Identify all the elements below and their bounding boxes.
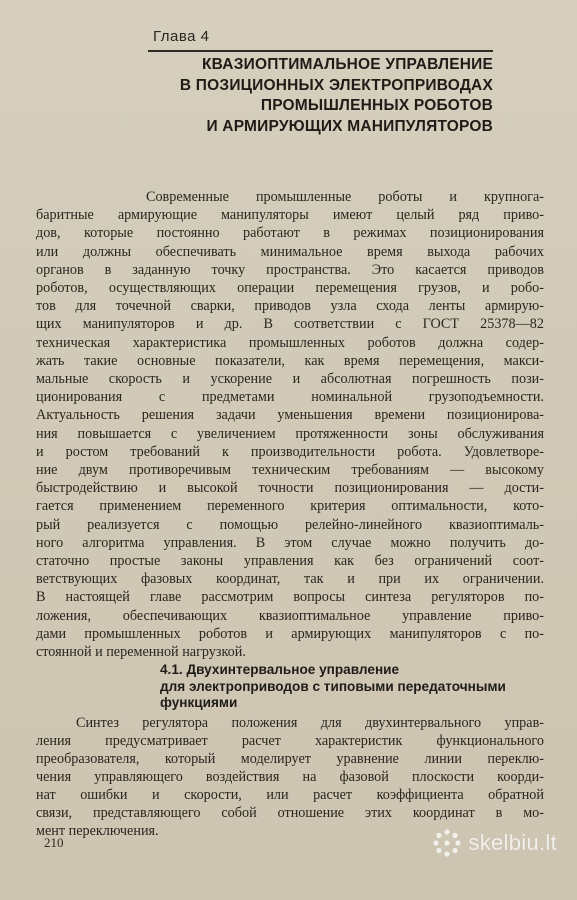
text-line: дами промышленных роботов и армирующих манипуляторов с по- [36, 625, 544, 642]
chapter-title [133, 55, 493, 137]
text-line: Современные промышленные роботы и крупнога- [146, 189, 544, 205]
text-line: ложения, обеспечивающих квазиоптимальное управление приво- [36, 607, 544, 624]
text-line: тов для точечной сварки, приводов узла схода ленты армирую- [36, 298, 544, 315]
section-heading-line: функциями [160, 695, 238, 710]
text-line: быстродействию и высокой точности позиционирования — дости- [36, 480, 544, 497]
text-line: жать такие основные показатели, как время перемещения, макси- [36, 352, 544, 369]
section-heading-line: для электроприводов с типовыми передаточными [160, 678, 506, 694]
section-paragraph [36, 714, 544, 840]
text-line: техническая характеристика промышленных роботов должна содер- [36, 334, 544, 351]
text-line: баритные армирующие манипуляторы имеют целый ряд приво- [36, 207, 544, 224]
text-line: стоянной и переменной нагрузкой. [36, 644, 246, 661]
text-line: ционирования с предметами номинальной грузоподъемности. [36, 389, 544, 406]
text-line: ления предусматривает расчет характеристик функционального [36, 733, 544, 749]
text-line: мальные скорость и ускорение и абсолютная погрешность пози- [36, 371, 544, 388]
chapter-title-line: В ПОЗИЦИОННЫХ ЭЛЕКТРОПРИВОДАХ [179, 76, 493, 94]
text-line: преобразователя, который моделирует уравнение линии переклю- [36, 751, 544, 767]
text-line: статочно простые законы управления как без ограничений соот- [36, 553, 544, 570]
text-line: рый реализуется с помощью релейно-линейного квазиоптималь- [36, 516, 544, 533]
page-number: 210 [44, 835, 64, 850]
watermark [432, 828, 557, 858]
text-line: или должны обеспечивать минимальное время выхода рабочих [36, 243, 544, 260]
text-line: роботов, осуществляющих операции перемещения грузов, и робо- [36, 280, 544, 297]
text-line: связи, представляющего собой отношение этих координат в мо- [36, 805, 544, 821]
text-line: гается применением переменного критерия оптимальности, кото- [36, 498, 544, 515]
section-heading-line: 4.1. Двухинтервальное управление [160, 662, 400, 677]
skelbiu-logo-icon [432, 828, 462, 858]
chapter-title-line: КВАЗИОПТИМАЛЬНОЕ УПРАВЛЕНИЕ [202, 56, 493, 73]
watermark-text: skelbiu.lt [468, 830, 557, 855]
text-line: Синтез регулятора положения для двухинтервального управ- [76, 715, 544, 731]
text-line: ветствующих фазовых координат, так и при их ограничении. [36, 571, 544, 588]
text-line: нат ошибки и скорости, или расчет коэффициента обратной [36, 787, 544, 803]
text-line: ния повышается с увеличением протяженности зоны обслуживания [36, 425, 544, 442]
chapter-label: Глава 4 [153, 28, 210, 45]
text-line: В настоящей главе рассмотрим вопросы синтеза регуляторов по- [36, 589, 544, 606]
text-line: чения управляющего воздействия на фазовой плоскости коорди- [36, 769, 544, 785]
text-line: ного алгоритма управления. В этом случае можно получить до- [36, 534, 544, 551]
text-line: Актуальность решения задачи уменьшения времени позиционирова- [36, 407, 544, 424]
section-heading [160, 662, 545, 712]
chapter-rule [148, 50, 493, 52]
chapter-title-line: И АРМИРУЮЩИХ МАНИПУЛЯТОРОВ [206, 117, 493, 135]
text-line: щих манипуляторов и др. В соответствии с ГОСТ 25378—82 [36, 316, 544, 333]
text-line: и ростом требований к производительности робота. Удовлетворе- [36, 443, 544, 460]
text-line: мент переключения. [36, 823, 159, 839]
text-line: ние двум противоречивым техническим требованиям — высокому [36, 462, 544, 479]
text-line: органов в заданную точку пространства. Это касается приводов [36, 261, 544, 278]
chapter-title-line: ПРОМЫШЛЕННЫХ РОБОТОВ [260, 97, 493, 114]
text-line: дов, которые постоянно работают в режимах позиционирования [36, 225, 544, 242]
intro-paragraph [36, 188, 544, 661]
